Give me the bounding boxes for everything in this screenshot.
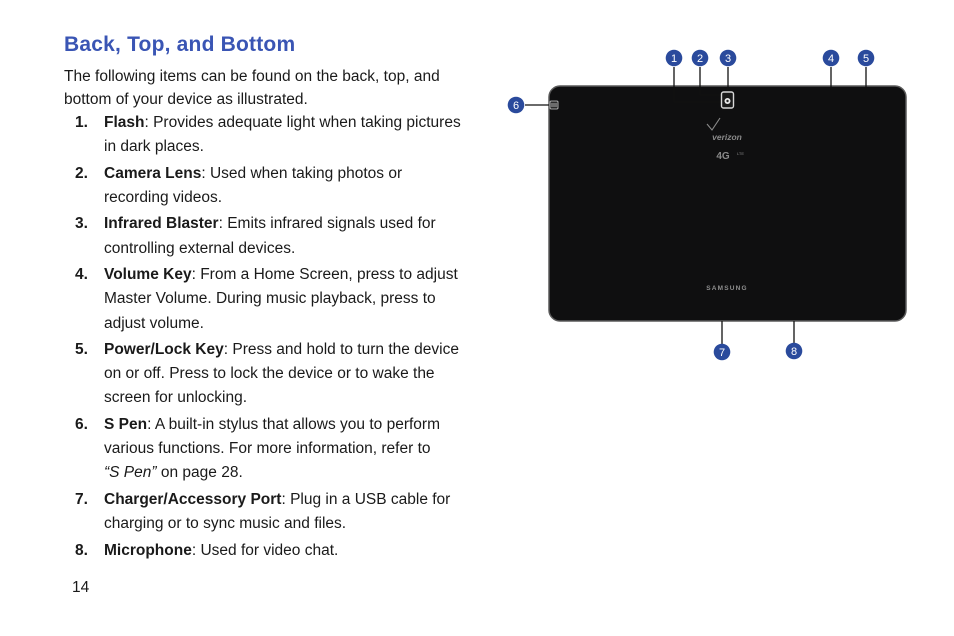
item-term: S Pen — [104, 415, 148, 433]
item-term: Microphone — [104, 541, 192, 559]
svg-text:3: 3 — [724, 53, 732, 65]
svg-text:LTE: LTE — [737, 151, 745, 156]
item-number: 2. — [75, 164, 88, 182]
item-number: 5. — [75, 341, 88, 359]
item-description: : Used for video chat. — [191, 541, 339, 559]
item-term: Infrared Blaster — [104, 215, 219, 233]
item-description: : From a Home Screen, press to adjust Master Volume. During music playback, press to adjust volume. — [104, 266, 458, 332]
item-term: Camera Lens — [104, 164, 202, 182]
item-description: : Plug in a USB cable for charging or to sync music and files. — [104, 490, 451, 533]
svg-text:verizon: verizon — [712, 132, 742, 142]
item-description: : A built-in stylus that allows you to perform various functions. For more information, refer to — [104, 415, 440, 458]
item-description: : Emits infrared signals used for controlling external devices. — [104, 215, 436, 257]
svg-text:8: 8 — [790, 346, 798, 358]
cross-reference-link[interactable]: “S Pen” — [104, 464, 157, 482]
callout-8 — [786, 343, 803, 360]
item-number: 7. — [75, 490, 88, 508]
callout-6 — [508, 97, 525, 114]
item-description: : Used when taking photos or recording videos. — [104, 164, 403, 206]
page-title: Back, Top, and Bottom — [64, 33, 296, 56]
callout-4 — [823, 50, 840, 67]
svg-text:5: 5 — [862, 53, 870, 65]
callout-3 — [720, 50, 737, 67]
item-description: : Provides adequate light when taking pictures in dark places. — [104, 114, 461, 156]
item-term: Charger/Accessory Port — [104, 490, 282, 508]
svg-text:4G: 4G — [716, 151, 730, 162]
brand-logo: SAMSUNG — [706, 285, 748, 292]
item-description: : Press and hold to turn the device on or off. Press to lock the device or to wake the screen for unlocking. — [104, 341, 459, 407]
svg-text:4: 4 — [827, 53, 835, 65]
callout-7 — [714, 344, 731, 361]
svg-text:7: 7 — [718, 347, 726, 359]
item-number: 4. — [75, 266, 88, 284]
s-pen-slot — [550, 101, 558, 109]
intro-paragraph: The following items can be found on the back, top, and bottom of your device as illustrated. — [64, 68, 440, 108]
item-term: Volume Key — [104, 266, 192, 284]
cross-reference-page: on page 28. — [156, 464, 243, 482]
page-number: 14 — [72, 579, 90, 596]
callout-1 — [666, 50, 683, 67]
item-number: 8. — [75, 541, 88, 559]
camera-lens-center — [726, 100, 728, 102]
svg-text:1: 1 — [670, 53, 678, 65]
callout-5 — [858, 50, 875, 67]
item-term: Flash — [104, 114, 145, 131]
item-number: 1. — [75, 114, 88, 131]
item-number: 3. — [75, 215, 88, 233]
item-number: 6. — [75, 415, 88, 433]
svg-text:6: 6 — [512, 100, 520, 112]
callout-2 — [692, 50, 709, 67]
svg-text:2: 2 — [696, 53, 704, 65]
item-term: Power/Lock Key — [104, 341, 224, 359]
